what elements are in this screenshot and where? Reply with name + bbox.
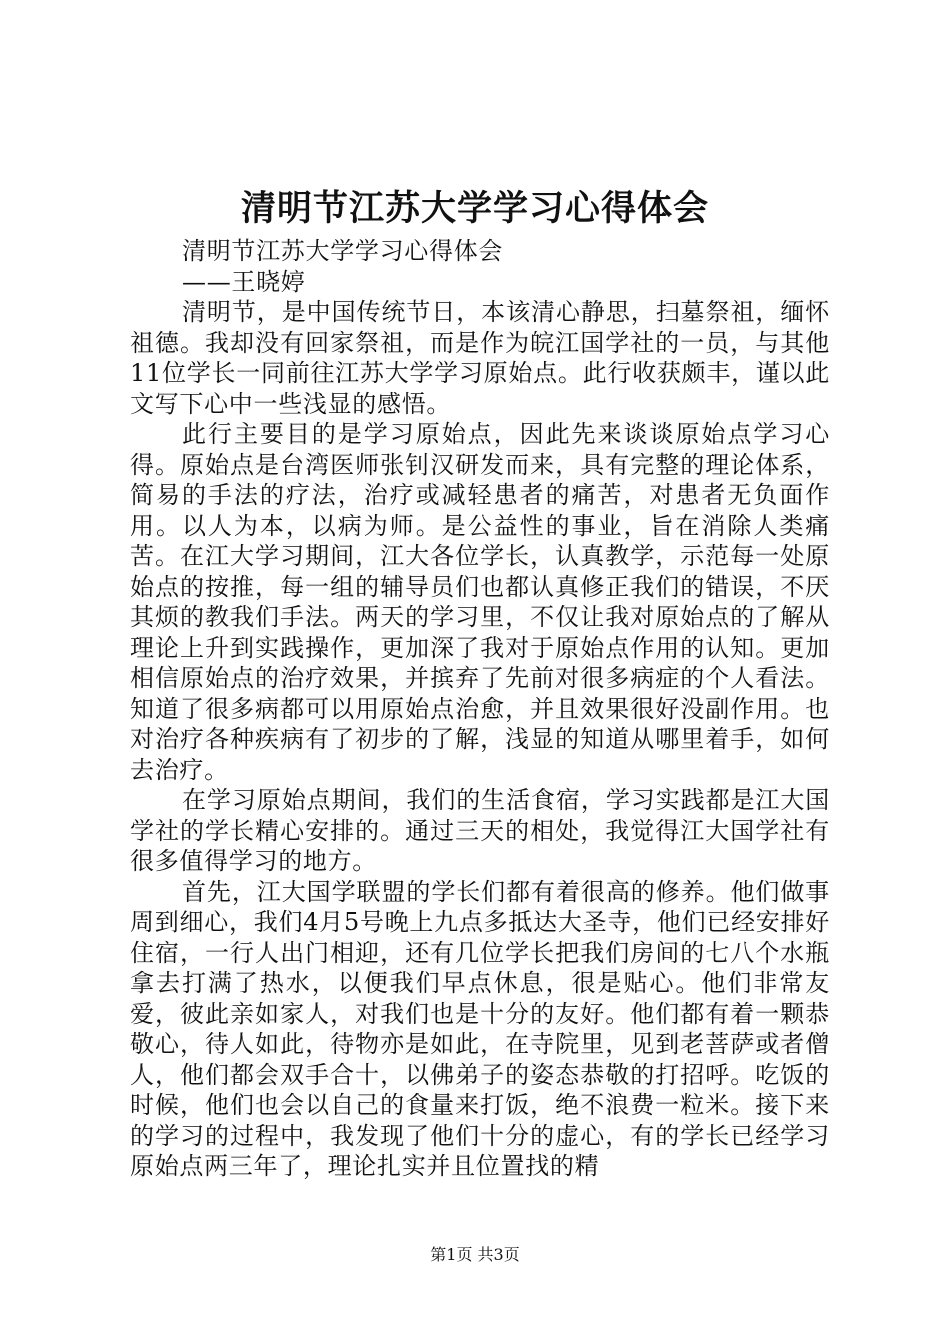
subtitle-line: 清明节江苏大学学习心得体会 [182,237,504,265]
paragraph: 清明节，是中国传统节日，本该清心静思，扫墓祭祖，缅怀祖德。我却没有回家祭祖，而是作为皖江国学社的一员，与其他11位学长一同前往江苏大学学习原始点。此行收获颇丰，谨以此文写下心中一些浅显的感悟。 [130,298,830,418]
page-footer: 第1页 共3页 [430,1245,520,1264]
document-title: 清明节江苏大学学习心得体会 [240,188,709,229]
paragraph: 首先，江大国学联盟的学长们都有着很高的修养。他们做事周到细心，我们4月5号晚上九点多抵达大圣寺，他们已经安排好住宿，一行人出门相迎，还有几位学长把我们房间的七八个水瓶拿去打满了热水，以便我们早点休息，很是贴心。他们非常友爱，彼此亲如家人，对我们也是十分的友好。他们都有着一颗恭敬心，待人如此，待物亦是如此，在寺院里，见到老菩萨或者僧人，他们都会双手合十，以佛弟子的姿态恭敬的打招呼。吃饭的时候，他们也会以自己的食量来打饭，绝不浪费一粒米。接下来的学习的过程中，我发现了他们十分的虚心，有的学长已经学习原始点两三年了，理论扎实并且位置找的精 [130,877,830,1180]
document-body [130,236,830,1182]
paragraph: 此行主要目的是学习原始点，因此先来谈谈原始点学习心得。原始点是台湾医师张钊汉研发而来，具有完整的理论体系，简易的手法的疗法，治疗或减轻患者的痛苦，对患者无负面作用。以人为本，以病为师。是公益性的事业，旨在消除人类痛苦。在江大学习期间，江大各位学长，认真教学，示范每一处原始点的按推，每一组的辅导员们也都认真修正我们的错误，不厌其烦的教我们手法。两天的学习里，不仅让我对原始点的了解从理论上升到实践操作，更加深了我对于原始点作用的认知。更加相信原始点的治疗效果，并摈弃了先前对很多病症的个人看法。知道了很多病都可以用原始点治愈，并且效果很好没副作用。也对治疗各种疾病有了初步的了解，浅显的知道从哪里着手，如何去治疗。 [130,420,830,784]
paragraph: 在学习原始点期间，我们的生活食宿，学习实践都是江大国学社的学长精心安排的。通过三天的相处，我觉得江大国学社有很多值得学习的地方。 [130,786,830,875]
author-line: ——王晓婷 [182,267,306,296]
